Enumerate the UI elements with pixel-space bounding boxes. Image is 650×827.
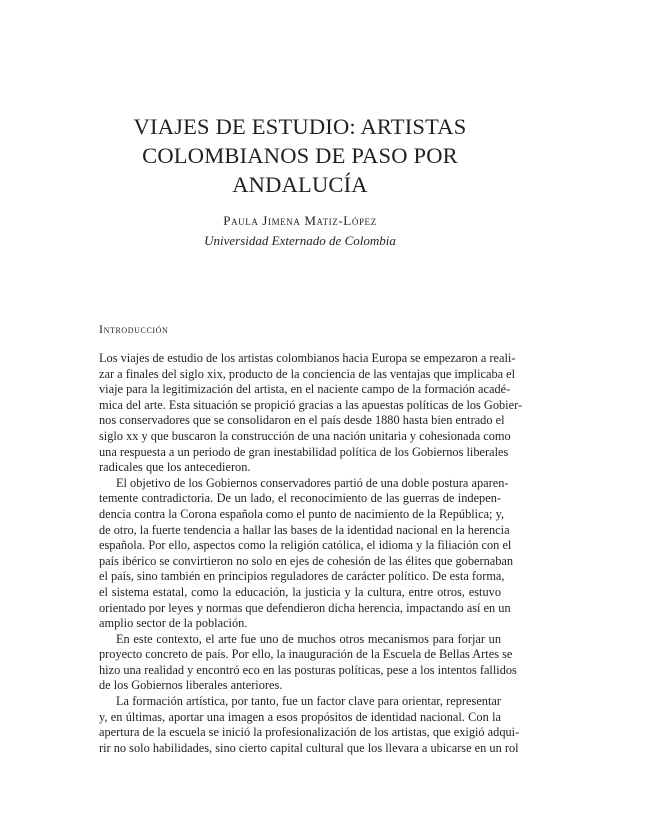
body-line: apertura de la escuela se inició la profesionalización de los artistas, que exigió adqui-: [99, 725, 520, 740]
body-line: orientado por leyes y normas que defendieron dicha herencia, impactando así en un: [99, 600, 511, 615]
author-affiliation: Universidad Externado de Colombia: [204, 233, 396, 248]
body-line: dencia contra la Corona española como el punto de nacimiento de la República; y,: [99, 506, 505, 521]
body-line: El objetivo de los Gobiernos conservadores partió de una doble postura aparen-: [116, 475, 509, 490]
body-line: y, en últimas, aportar una imagen a esos propósitos de identidad nacional. Con la: [99, 709, 501, 724]
body-line: Los viajes de estudio de los artistas colombianos hacia Europa se empezaron a reali-: [99, 351, 516, 365]
title-line: VIAJES DE ESTUDIO: ARTISTAS: [133, 114, 467, 139]
body-line: amplio sector de la población.: [99, 616, 248, 631]
body-line: radicales que los antecedieron.: [99, 460, 251, 475]
body-line: de los Gobiernos liberales anteriores.: [99, 678, 283, 693]
body-line: siglo xx y que buscaron la construcción de una nación unitaria y cohesionada como: [99, 428, 511, 443]
body-line: viaje para la legitimización del artista, en el naciente campo de la formación acadé-: [99, 382, 511, 397]
body-line: temente contradictoria. De un lado, el reconocimiento de las guerras de indepen-: [99, 491, 501, 506]
section-heading: Introducción: [99, 322, 169, 336]
body-line: zar a finales del siglo xix, producto de la conciencia de las ventajas que implicaba el: [99, 366, 516, 381]
body-line: el país, sino también en principios reguladores de carácter político. De esta forma,: [99, 569, 505, 584]
body-line: una respuesta a un periodo de gran inestabilidad política de los Gobiernos liberales: [99, 444, 509, 459]
body-line: La formación artística, por tanto, fue un factor clave para orientar, representar: [116, 694, 501, 709]
title-line: COLOMBIANOS DE PASO POR: [142, 143, 458, 168]
body-line: rir no solo habilidades, sino cierto capital cultural que los llevara a ubicarse en un rol: [99, 740, 519, 755]
body-line: española. Por ello, aspectos como la religión católica, el idioma y la filiación con el: [99, 538, 512, 553]
body-line: de otro, la fuerte tendencia a hallar las bases de la identidad nacional en la herencia: [99, 522, 510, 537]
body-line: En este contexto, el arte fue uno de muchos otros mecanismos para forjar un: [116, 631, 501, 646]
body-line: proyecto concreto de país. Por ello, la inauguración de la Escuela de Bellas Artes se: [99, 647, 513, 662]
body-line: mica del arte. Esta situación se propició gracias a las apuestas políticas de los Gobier-: [99, 397, 523, 412]
body-line: hizo una realidad y encontró eco en las posturas políticas, pese a los intentos fallidos: [99, 662, 517, 677]
title-line: ANDALUCÍA: [232, 172, 368, 197]
body-line: país ibérico se convirtieron no solo en ejes de cohesión de las élites que gobernaban: [99, 553, 514, 568]
article-title: [120, 112, 480, 199]
body-line: el sistema estatal, como la educación, la justicia y la cultura, entre otros, estuvo: [99, 584, 501, 599]
body-text: [99, 351, 523, 756]
author-name: Paula Jimena Matiz-López: [223, 213, 377, 228]
body-line: nos conservadores que se consolidaron en el país desde 1880 hasta bien entrado el: [99, 413, 505, 428]
